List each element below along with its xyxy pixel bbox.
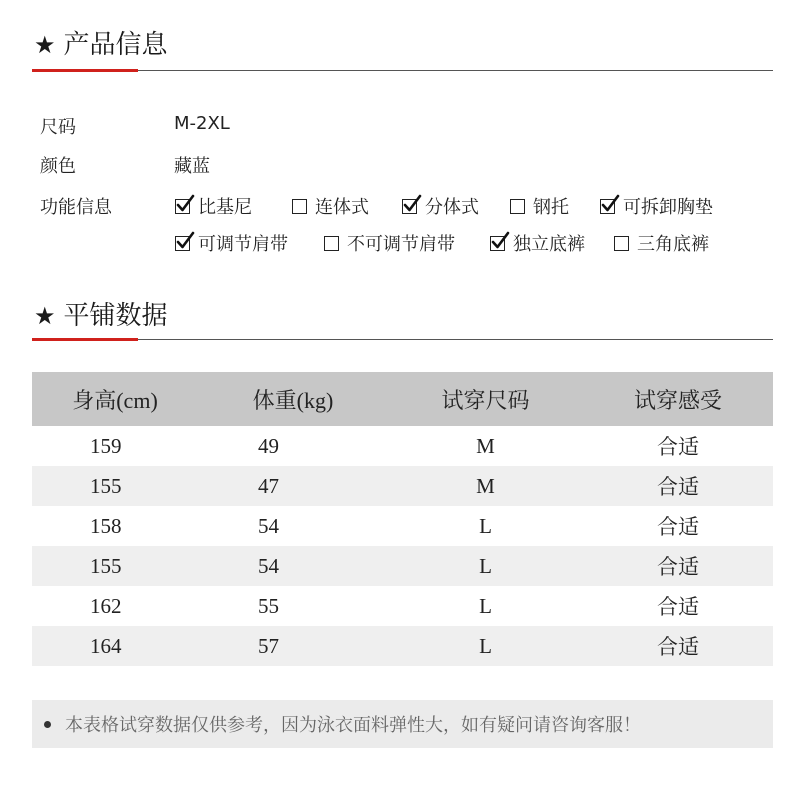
flat-data-title: 平铺数据 — [63, 301, 168, 331]
feature-label: 比基尼 — [198, 197, 252, 218]
feature-option[interactable] — [175, 230, 288, 256]
feature-option[interactable] — [510, 193, 569, 219]
header-size: 试穿尺码 — [388, 372, 583, 426]
feature-option[interactable] — [490, 230, 585, 256]
header-weight: 体重(kg) — [198, 372, 388, 426]
cell-weight: 54 — [198, 546, 388, 586]
flat-data-divider — [32, 339, 773, 340]
disclaimer-note — [32, 700, 773, 748]
feature-label: 钢托 — [533, 197, 569, 218]
cell-height: 159 — [90, 433, 122, 458]
star-icon: ★ — [34, 302, 56, 330]
cell-fit: 合适 — [657, 515, 699, 539]
feature-label: 不可调节肩带 — [347, 234, 455, 255]
checked-checkbox-icon[interactable] — [402, 199, 417, 214]
unchecked-checkbox-icon[interactable] — [292, 199, 307, 214]
size-value: M-2XL — [174, 113, 230, 134]
cell-fit: 合适 — [583, 546, 773, 586]
product-info-title: 产品信息 — [63, 30, 168, 60]
feature-label: 连体式 — [315, 197, 369, 218]
table-header-row — [32, 372, 773, 426]
table-row — [32, 546, 773, 586]
product-info-divider — [32, 70, 773, 71]
feature-option[interactable] — [324, 230, 455, 256]
flat-data-heading — [34, 303, 168, 329]
feature-label: 分体式 — [425, 197, 479, 218]
feature-label: 可拆卸胸垫 — [623, 197, 713, 218]
cell-height: 155 — [32, 466, 198, 506]
cell-size: L — [388, 546, 583, 586]
feature-option[interactable] — [175, 193, 252, 219]
cell-size: M — [476, 433, 495, 458]
bullet-icon — [44, 721, 51, 728]
feature-label: 独立底裤 — [513, 234, 585, 255]
unchecked-checkbox-icon[interactable] — [510, 199, 525, 214]
fit-table — [32, 372, 773, 666]
feature-option[interactable] — [614, 230, 709, 256]
cell-weight: 54 — [258, 513, 279, 538]
cell-height: 164 — [32, 626, 198, 666]
color-value: 藏蓝 — [174, 156, 210, 177]
cell-fit: 合适 — [657, 595, 699, 619]
checked-checkbox-icon[interactable] — [600, 199, 615, 214]
cell-size: M — [388, 466, 583, 506]
feature-label: 三角底裤 — [637, 234, 709, 255]
cell-weight: 49 — [258, 433, 279, 458]
disclaimer-text: 本表格试穿数据仅供参考，因为泳衣面料弹性大，如有疑问请咨询客服！ — [65, 715, 641, 736]
color-label: 颜色 — [40, 156, 76, 177]
table-row — [32, 626, 773, 666]
cell-height: 162 — [90, 593, 122, 618]
cell-weight: 47 — [198, 466, 388, 506]
cell-fit: 合适 — [583, 466, 773, 506]
cell-height: 158 — [90, 513, 122, 538]
checked-checkbox-icon[interactable] — [175, 199, 190, 214]
checked-checkbox-icon[interactable] — [490, 236, 505, 251]
table-row — [32, 426, 773, 466]
feature-option[interactable] — [402, 193, 479, 219]
size-label: 尺码 — [40, 117, 76, 138]
table-row — [32, 586, 773, 626]
unchecked-checkbox-icon[interactable] — [324, 236, 339, 251]
product-info-heading — [34, 32, 168, 58]
unchecked-checkbox-icon[interactable] — [614, 236, 629, 251]
cell-size: L — [479, 513, 492, 538]
cell-fit: 合适 — [657, 435, 699, 459]
header-height: 身高(cm) — [32, 372, 198, 426]
feature-option[interactable] — [600, 193, 713, 219]
feature-label: 可调节肩带 — [198, 234, 288, 255]
table-row — [32, 466, 773, 506]
cell-weight: 57 — [198, 626, 388, 666]
cell-size: L — [479, 593, 492, 618]
cell-height: 155 — [32, 546, 198, 586]
features-label: 功能信息 — [40, 197, 112, 218]
star-icon: ★ — [34, 31, 56, 59]
cell-weight: 55 — [258, 593, 279, 618]
feature-option[interactable] — [292, 193, 369, 219]
table-row — [32, 506, 773, 546]
cell-fit: 合适 — [583, 626, 773, 666]
cell-size: L — [388, 626, 583, 666]
header-fit: 试穿感受 — [583, 372, 773, 426]
checked-checkbox-icon[interactable] — [175, 236, 190, 251]
